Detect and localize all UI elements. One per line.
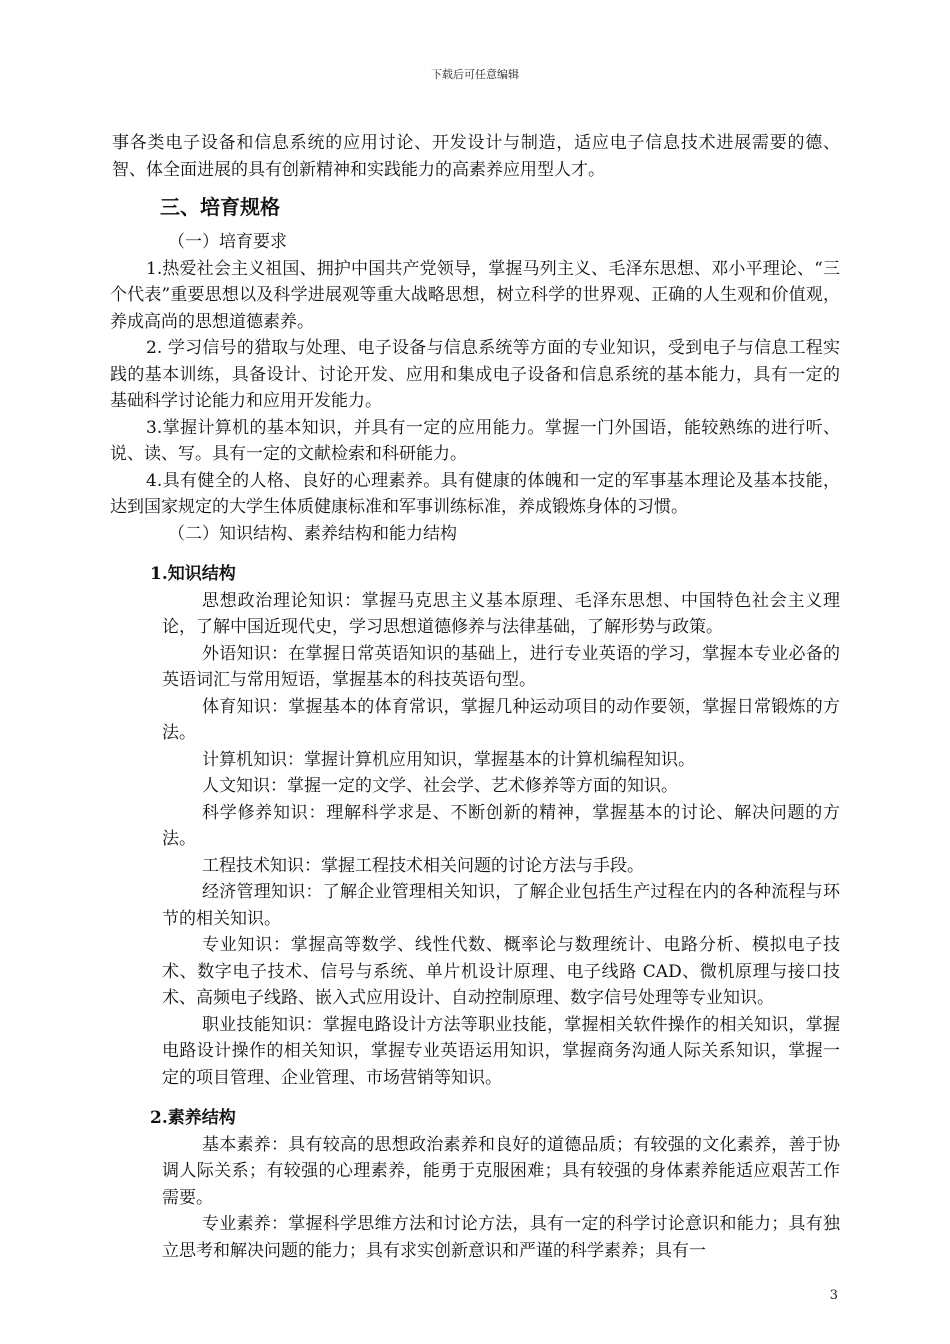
section-heading: 三、培育规格 bbox=[160, 195, 280, 219]
knowledge-item: 人文知识：掌握一定的文学、社会学、艺术修养等方面的知识。 bbox=[202, 776, 678, 796]
knowledge-item: 外语知识：在掌握日常英语知识的基础上，进行专业英语的学习，掌握本专业必备的英语词汇与常用短语，掌握基本的科技英语句型。 bbox=[162, 643, 840, 690]
knowledge-item: 专业知识：掌握高等数学、线性代数、概率论与数理统计、电路分析、模拟电子技术、数字电子技术、信号与系统、单片机设计原理、电子线路 CAD、微机原理与接口技术、高频电子线路、嵌入式应用设计、自动控制原理、数字信号处理等专业知识。 bbox=[162, 935, 840, 1008]
knowledge-item: 工程技术知识：掌握工程技术相关问题的讨论方法与手段。 bbox=[202, 855, 644, 876]
quality-item: 专业素养：掌握科学思维方法和讨论方法，具有一定的科学讨论意识和能力；具有独立思考和解决问题的能力；具有求实创新意识和严谨的科学素养；具有一 bbox=[162, 1214, 840, 1261]
knowledge-item: 体育知识：掌握基本的体育常识，掌握几种运动项目的动作要领，掌握日常锻炼的方法。 bbox=[162, 696, 840, 743]
knowledge-item: 计算机知识：掌握计算机应用知识，掌握基本的计算机编程知识。 bbox=[202, 749, 695, 770]
requirement-item: 1.热爱社会主义祖国、拥护中国共产党领导，掌握马列主义、毛泽东思想、邓小平理论、“三个代表”重要思想以及科学进展观等重大战略思想，树立科学的世界观、正确的人生观和价值观，养成高尚的思想道德素养。 bbox=[110, 258, 840, 332]
subsection-heading-structure: （二）知识结构、素养结构和能力结构 bbox=[168, 523, 457, 544]
knowledge-item: 职业技能知识：掌握电路设计方法等职业技能，掌握相关软件操作的相关知识，掌握电路设计操作的相关知识，掌握专业英语运用知识，掌握商务沟通人际关系知识，掌握一定的项目管理、企业管理、市场营销等知识。 bbox=[162, 1014, 840, 1088]
knowledge-item: 经济管理知识：了解企业管理相关知识，了解企业包括生产过程在内的各种流程与环节的相关知识。 bbox=[162, 882, 840, 929]
quality-structure-heading: 2.素养结构 bbox=[150, 1108, 236, 1128]
intro-paragraph: 事各类电子设备和信息系统的应用讨论、开发设计与制造，适应电子信息技术进展需要的德、智、体全面进展的具有创新精神和实践能力的高素养应用型人才。 bbox=[112, 133, 840, 180]
requirement-item: 3.掌握计算机的基本知识，并具有一定的应用能力。掌握一门外国语，能较熟练的进行听、说、读、写。具有一定的文献检索和科研能力。 bbox=[110, 417, 840, 464]
subsection-heading-requirements: （一）培育要求 bbox=[168, 232, 287, 252]
page-number: 3 bbox=[829, 1288, 838, 1303]
requirement-item: 2. 学习信号的猎取与处理、电子设备与信息系统等方面的专业知识，受到电子与信息工程实践的基本训练，具备设计、讨论开发、应用和集成电子设备和信息系统的基本能力，具有一定的基础科学讨论能力和应用开发能力。 bbox=[110, 338, 840, 411]
page-content bbox=[110, 130, 840, 1264]
knowledge-structure-heading: 1.知识结构 bbox=[150, 564, 236, 584]
page-header: 下载后可任意编辑 bbox=[431, 68, 519, 81]
knowledge-item: 思想政治理论知识：掌握马克思主义基本原理、毛泽东思想、中国特色社会主义理论，了解中国近现代史，学习思想道德修养与法律基础，了解形势与政策。 bbox=[162, 590, 840, 637]
requirement-item: 4.具有健全的人格、良好的心理素养。具有健康的体魄和一定的军事基本理论及基本技能，达到国家规定的大学生体质健康标准和军事训练标准，养成锻炼身体的习惯。 bbox=[110, 470, 840, 517]
quality-item: 基本素养：具有较高的思想政治素养和良好的道德品质；有较强的文化素养，善于协调人际关系；有较强的心理素养，能勇于克服困难；具有较强的身体素养能适应艰苦工作需要。 bbox=[162, 1134, 840, 1208]
knowledge-item: 科学修养知识：理解科学求是、不断创新的精神，掌握基本的讨论、解决问题的方法。 bbox=[162, 802, 840, 849]
